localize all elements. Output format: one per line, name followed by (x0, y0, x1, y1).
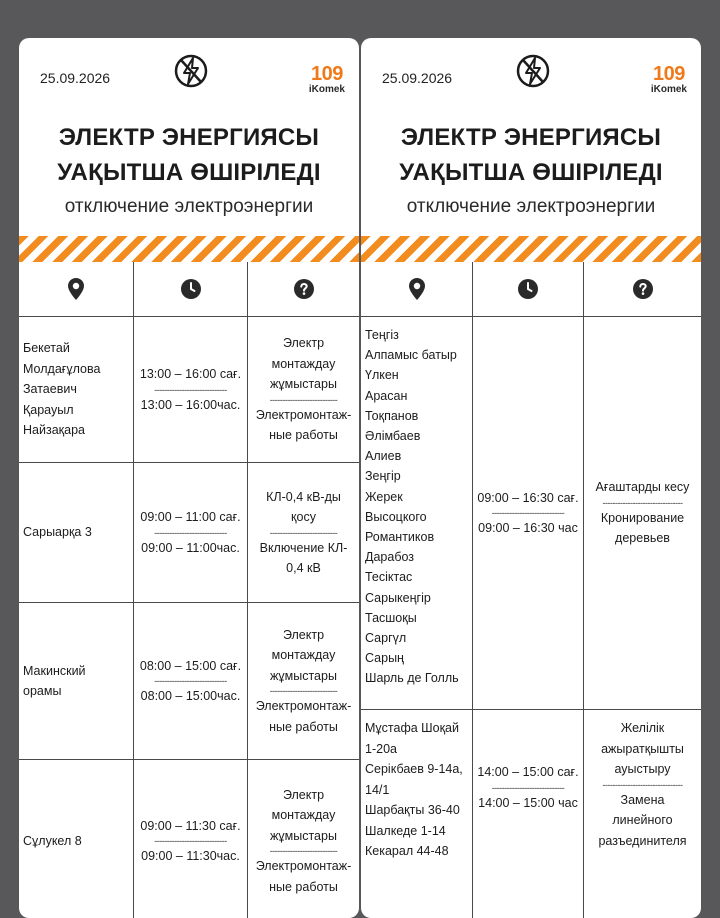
place-name: орамы (23, 684, 62, 698)
place-name: Бекетай (23, 341, 70, 356)
brand-name: iKomek (650, 84, 687, 95)
table-header (361, 262, 701, 317)
place-name: Әлімбаев (365, 429, 421, 444)
work-kz: қосу (291, 510, 316, 524)
work-kz: жұмыстары (270, 377, 337, 392)
table-row (361, 317, 701, 710)
place-name: Шалкеде 1-14 (365, 823, 446, 838)
place-name: Арасан (365, 388, 408, 403)
title-line: ЭЛЕКТР ЭНЕРГИЯСЫ (58, 124, 320, 151)
place-name: Кекарал 44-48 (365, 844, 449, 858)
date-label: 25.09.2026 (382, 70, 453, 86)
place-name: Макинский (23, 663, 86, 678)
work-ru: Кронирование (600, 510, 685, 525)
outage-table (19, 262, 359, 918)
work-ru: линейного (612, 813, 673, 827)
power-off-logo-icon (173, 50, 209, 92)
time-kz: 14:00 – 15:00 сағ. (477, 765, 579, 779)
work-kz: жұмыстары (270, 668, 337, 683)
work-kz: монтаждау (271, 808, 336, 823)
reason-cell (248, 603, 359, 759)
places-cell (361, 317, 473, 709)
reason-cell (584, 710, 701, 918)
time-cell (134, 317, 248, 462)
divider-dashes: ----------------------------- (491, 508, 565, 518)
title-line: ЭЛЕКТР ЭНЕРГИЯСЫ (400, 124, 662, 151)
question-icon (294, 279, 314, 299)
work-kz: ауыстыру (614, 762, 671, 776)
places-cell (19, 760, 134, 918)
clock-icon (181, 279, 201, 299)
notice-card-left (19, 38, 359, 918)
header-cell-reason (248, 262, 359, 316)
place-name: Алпамыс батыр (365, 348, 457, 363)
place-name: Сарыарқа 3 (23, 525, 92, 540)
work-kz: жұмыстары (270, 828, 337, 843)
place-name: Романтиков (365, 530, 435, 545)
page-title (361, 120, 701, 190)
time-kz: 09:00 – 11:30 сағ. (140, 818, 241, 833)
brand-name: iKomek (308, 84, 345, 95)
reason-cell (248, 317, 359, 462)
header-cell-time (134, 262, 248, 316)
reason-cell (248, 760, 359, 918)
page-subtitle: отключение электроэнергии (406, 196, 656, 217)
place-name: Сарыкеңгір (365, 590, 431, 605)
place-name: Тесіктас (365, 570, 413, 585)
work-ru: Электромонтаж- (255, 699, 352, 714)
places-cell (19, 317, 134, 462)
brand-logo (651, 64, 687, 95)
place-name: Тоқпанов (365, 408, 419, 423)
work-kz: ажыратқышты (601, 741, 684, 756)
work-ru: 0,4 кВ (286, 561, 321, 575)
location-pin-icon (409, 278, 425, 300)
reason-cell (248, 463, 359, 602)
time-kz: 08:00 – 15:00 сағ. (139, 658, 242, 673)
place-name: 14/1 (365, 782, 390, 797)
reason-cell (584, 317, 701, 709)
time-ru: 09:00 – 11:00час. (141, 540, 240, 555)
place-name: Найзақара (23, 423, 85, 438)
header-cell-location (361, 262, 473, 316)
work-ru: Электромонтаж- (255, 859, 352, 874)
time-kz: 13:00 – 16:00 сағ. (139, 367, 242, 381)
table-row (19, 603, 359, 760)
place-name: Затаевич (23, 382, 77, 397)
time-ru: 13:00 – 16:00час. (140, 397, 241, 412)
divider-dashes: ----------------------------- (154, 676, 227, 686)
time-kz: 09:00 – 11:00 сағ. (140, 510, 241, 524)
table-row (361, 710, 701, 918)
title-line: УАҚЫТША ӨШІРІЛЕДІ (399, 159, 663, 186)
place-name: Алиев (365, 449, 402, 464)
time-kz: 09:00 – 16:30 сағ. (477, 490, 579, 505)
divider-dashes: -------------------------------- (602, 779, 683, 790)
places-cell (19, 603, 134, 759)
table-row (19, 463, 359, 603)
table-row (19, 317, 359, 463)
time-cell (134, 463, 248, 602)
work-ru: ные работы (269, 879, 338, 894)
divider-dashes: ----------------------------- (154, 836, 227, 846)
place-name: Дарабоз (365, 550, 415, 565)
place-name: Высоцкого (365, 509, 427, 524)
work-ru: разъединителя (598, 833, 687, 848)
work-kz: КЛ-0,4 кВ-ды (266, 489, 341, 504)
time-ru: 09:00 – 11:30час. (141, 849, 240, 863)
place-name: 1-20а (365, 741, 397, 756)
place-name: Серікбаев 9-14а, (365, 762, 463, 776)
question-icon (633, 279, 653, 299)
places-cell (361, 710, 473, 918)
work-ru: ные работы (269, 428, 338, 443)
work-ru: Замена (620, 792, 665, 807)
work-kz: Электр (282, 336, 325, 351)
work-kz: монтаждау (271, 648, 336, 663)
header-cell-reason (584, 262, 701, 316)
power-off-logo-icon (515, 50, 551, 92)
places-cell (19, 463, 134, 602)
place-name: Молдағұлова (23, 361, 101, 376)
place-name: Шарль де Голль (365, 671, 459, 686)
place-name: Мұстафа Шоқай (365, 721, 459, 735)
table-header (19, 262, 359, 317)
work-ru: Электромонтаж- (255, 407, 352, 422)
divider-dashes: ----------------------------- (154, 527, 227, 538)
divider-dashes: --------------------------- (269, 686, 338, 697)
work-kz: Желілік (620, 721, 665, 735)
time-ru: 09:00 – 16:30 час (478, 521, 578, 535)
place-name: Саргүл (365, 631, 407, 646)
work-kz: монтаждау (271, 356, 336, 371)
time-cell (134, 603, 248, 759)
divider-dashes: --------------------------- (269, 846, 338, 857)
divider-dashes: ----------------------------- (154, 384, 227, 395)
time-ru: 08:00 – 15:00час. (140, 689, 241, 703)
hazard-stripe (361, 236, 701, 262)
place-name: Сұлукел 8 (23, 833, 82, 848)
outage-table (361, 262, 701, 918)
place-name: Жерек (365, 489, 403, 504)
place-name: Зеңгір (365, 469, 401, 484)
divider-dashes: --------------------------- (269, 527, 338, 538)
divider-dashes: -------------------------------- (602, 497, 683, 508)
divider-dashes: --------------------------- (269, 394, 338, 405)
page-title (19, 120, 359, 190)
brand-number: 109 (311, 63, 343, 85)
work-ru: ные работы (269, 719, 338, 734)
hazard-stripe (19, 236, 359, 262)
time-cell (473, 317, 584, 709)
date-label: 25.09.2026 (40, 70, 111, 86)
work-kz: Электр (282, 787, 325, 802)
clock-icon (518, 279, 538, 299)
place-name: Сарың (365, 651, 404, 666)
time-ru: 14:00 – 15:00 час (478, 795, 578, 810)
place-name: Шарбақты 36-40 (365, 803, 460, 817)
place-name: Үлкен (365, 368, 399, 383)
header-cell-location (19, 262, 134, 316)
page-subtitle: отключение электроэнергии (64, 196, 314, 217)
work-kz: Электр (282, 627, 325, 642)
place-name: Қарауыл (23, 402, 74, 417)
brand-number: 109 (653, 63, 685, 85)
time-cell (134, 760, 248, 918)
place-name: Тасшоқы (365, 610, 417, 625)
header-cell-time (473, 262, 584, 316)
brand-logo (309, 64, 345, 95)
notice-card-right (361, 38, 701, 918)
title-line: УАҚЫТША ӨШІРІЛЕДІ (57, 159, 321, 186)
divider-dashes: ----------------------------- (491, 782, 565, 793)
work-ru: Включение КЛ- (259, 540, 348, 555)
place-name: Теңгіз (365, 328, 399, 342)
table-row (19, 760, 359, 918)
time-cell (473, 710, 584, 918)
work-kz: Ағаштарды кесу (595, 480, 690, 495)
location-pin-icon (68, 278, 84, 300)
work-ru: деревьев (615, 531, 670, 546)
